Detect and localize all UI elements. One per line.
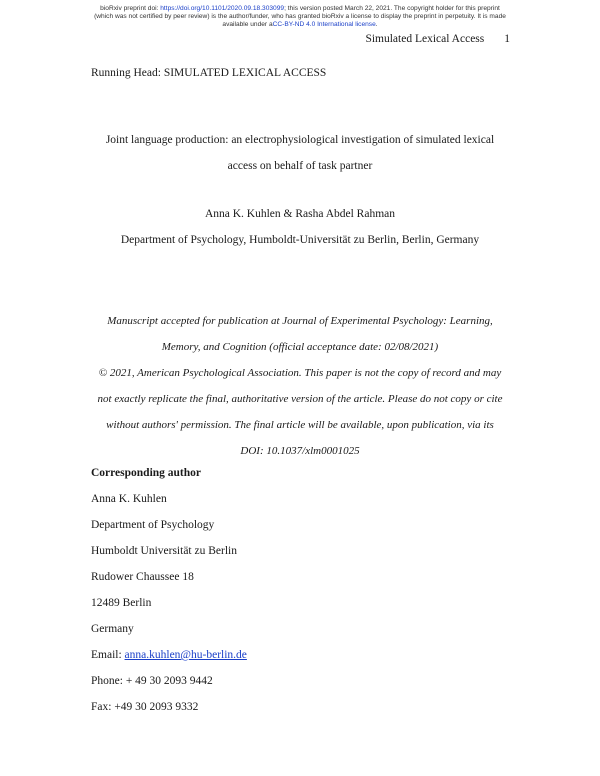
email-link[interactable]: anna.kuhlen@hu-berlin.de: [124, 649, 247, 661]
corresponding-city: 12489 Berlin: [91, 597, 152, 609]
page-header: [365, 33, 510, 45]
affiliation: Department of Psychology, Humboldt-Universität zu Berlin, Berlin, Germany: [120, 234, 480, 246]
corresponding-country: Germany: [91, 623, 134, 635]
corresponding-university: Humboldt Universität zu Berlin: [91, 545, 237, 557]
title-line-2: access on behalf of task partner: [227, 160, 373, 172]
corresponding-name: Anna K. Kuhlen: [91, 493, 167, 505]
preprint-notice: [0, 5, 600, 29]
acceptance-note: [80, 308, 520, 464]
acceptance-line-6: DOI: 10.1037/xlm0001025: [240, 445, 360, 457]
corresponding-author-heading: Corresponding author: [91, 467, 202, 479]
acceptance-line-4: not exactly replicate the final, authoritative version of the article. Please do not copy or cite: [97, 393, 503, 405]
running-head: Running Head: SIMULATED LEXICAL ACCESS: [91, 67, 327, 79]
title-line-1: Joint language production: an electrophysiological investigation of simulated lexical: [105, 134, 495, 146]
authors: Anna K. Kuhlen & Rasha Abdel Rahman: [204, 208, 396, 220]
license-link[interactable]: CC-BY-ND 4.0 International license: [272, 21, 376, 28]
paper-title: [60, 127, 540, 179]
acceptance-line-3: © 2021, American Psychological Association. This paper is not the copy of record and may: [98, 367, 502, 379]
corresponding-fax: Fax: +49 30 2093 9332: [91, 701, 199, 713]
header-short-title: Simulated Lexical Access: [365, 33, 485, 45]
notice-line-3: available under aCC-BY-ND 4.0 International license.: [222, 21, 378, 28]
acceptance-line-2: Memory, and Cognition (official acceptance date: 02/08/2021): [161, 341, 439, 353]
acceptance-line-5: without authors' permission. The final article will be available, upon publication, via its: [106, 419, 494, 431]
corresponding-email: [91, 649, 247, 661]
doi-link[interactable]: https://doi.org/10.1101/2020.09.18.303099: [160, 5, 285, 12]
notice-line-1: bioRxiv preprint doi: https://doi.org/10.1101/2020.09.18.303099; this version posted March 22, 2021. The copyright holder for this preprint: [100, 5, 500, 12]
email-label: Email:: [91, 649, 125, 661]
corresponding-department: Department of Psychology: [91, 519, 215, 531]
page-number: 1: [504, 33, 510, 45]
corresponding-phone: Phone: + 49 30 2093 9442: [91, 675, 213, 687]
acceptance-line-1: Manuscript accepted for publication at Journal of Experimental Psychology: Learning,: [107, 315, 493, 327]
notice-line-2: (which was not certified by peer review) is the author/funder, who has granted bioRxiv a license to display the preprint in perpetuity. It is made: [94, 13, 506, 20]
corresponding-street: Rudower Chaussee 18: [91, 571, 194, 583]
